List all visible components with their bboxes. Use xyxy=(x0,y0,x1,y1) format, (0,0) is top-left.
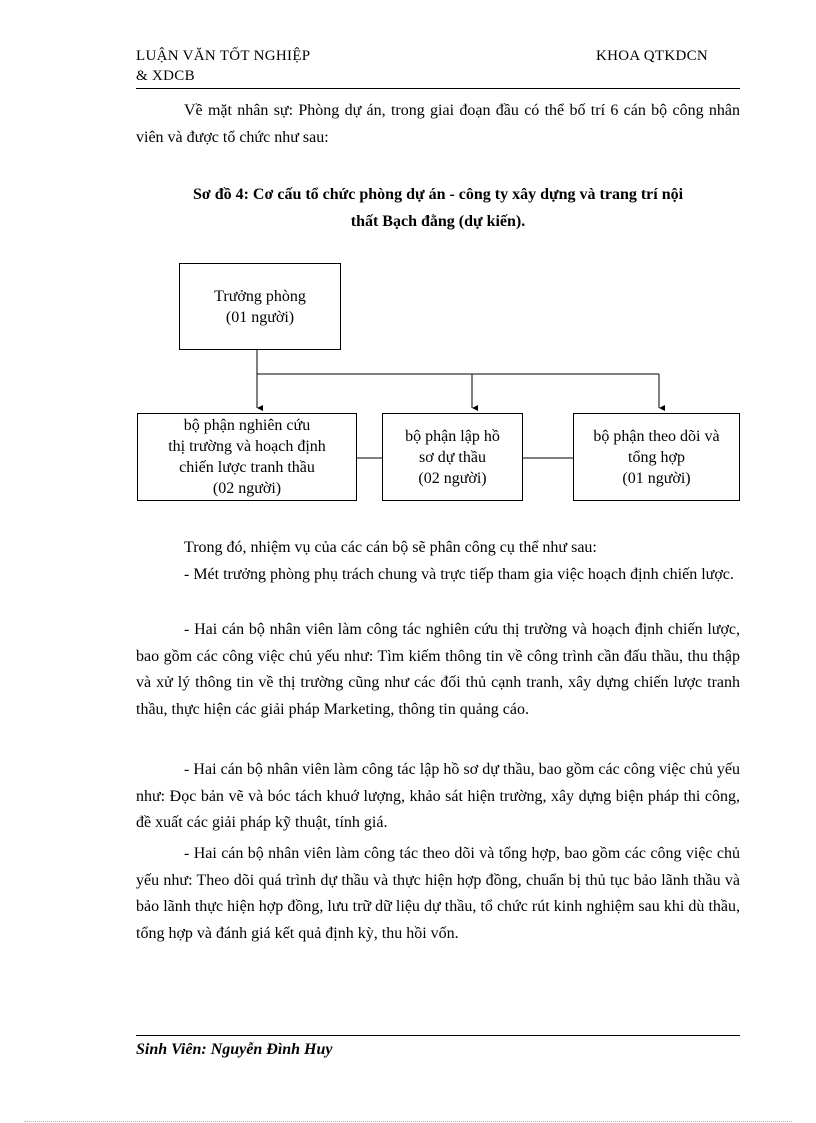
body-paragraph-head-text: - Mét trưởng phòng phụ trách chung và trực tiếp tham gia việc hoạch định chiến lược. xyxy=(184,566,734,583)
org-box-market-line3: chiến lược tranh thầu xyxy=(179,459,315,476)
body-paragraph-bidding xyxy=(136,757,740,837)
org-box-bid-count: (02 người) xyxy=(418,469,487,487)
org-box-head-count: (01 người) xyxy=(225,308,295,326)
body-paragraph-monitoring-text: - Hai cán bộ nhân viên làm công tác theo dõi và tổng hợp, bao gồm các công việc chủ yếu như: Theo dõi quá trình dự thầu và thực hiện hợp đồng, chuẩn bị thủ tục bảo lãnh thầu và bảo lãnh thực hiện hợp đồng, lưu trữ dữ liệu dự thầu, tổ chức rút kinh nghiệm sau khi dù thầu, tổng hợp và đánh giá kết quả định kỳ, thu hồi vốn. xyxy=(136,845,740,942)
body-paragraph-head xyxy=(136,562,740,589)
header-faculty: KHOA QTKDCN xyxy=(596,48,709,64)
footer-rule xyxy=(136,1035,740,1036)
org-box-monitoring-count: (01 người) xyxy=(622,469,691,487)
header-department-label: & XDCB xyxy=(136,68,195,84)
page-bottom-divider xyxy=(24,1121,792,1122)
body-paragraph-bidding-text: - Hai cán bộ nhân viên làm công tác lập hồ sơ dự thầu, bao gồm các công việc chủ yếu như: Đọc bản vẽ và bóc tách khuớ lượng, khảo sát hiện trường, xây dựng biện pháp thi công, đề xuất các giải pháp kỹ thuật, tính giá. xyxy=(136,761,740,831)
diagram-title xyxy=(136,181,740,235)
body-paragraph-research xyxy=(136,617,740,723)
org-box-bid-line1: bộ phận lập hồ xyxy=(405,427,500,445)
org-box-market-count: (02 người) xyxy=(212,480,282,497)
org-box-head-of-department xyxy=(179,263,341,350)
footer-student-name: Sinh Viên: Nguyễn Đình Huy xyxy=(136,1041,333,1058)
body-paragraph-monitoring xyxy=(136,841,740,947)
header-left xyxy=(136,46,310,86)
diagram-title-line2: thất Bạch đằng (dự kiến). xyxy=(350,213,526,230)
org-box-monitoring-line2: tổng hợp xyxy=(628,448,685,466)
body-paragraph-intro xyxy=(136,535,740,562)
org-box-bid-line2: sơ dự thầu xyxy=(419,448,486,466)
org-box-head-title: Trưởng phòng xyxy=(214,287,306,305)
org-box-monitoring xyxy=(573,413,740,501)
body-paragraph-research-text: - Hai cán bộ nhân viên làm công tác nghiên cứu thị trường và hoạch định chiến lược, bao gồm các công việc chủ yếu như: Tìm kiếm thông tin về công trình cần đấu thầu, thu thập và xử lý thông tin về thị trường cũng như các đối thủ cạnh tranh, xây dựng chiến lược tranh thầu, thực hiện các giải pháp Marketing, thông tin quảng cáo. xyxy=(136,621,740,718)
header-thesis-label: LUẬN VĂN TỐT NGHIỆP xyxy=(136,48,311,64)
org-box-market-line2: thị trường và hoạch định xyxy=(168,438,326,455)
org-box-monitoring-line1: bộ phận theo dõi và xyxy=(593,427,720,445)
org-box-market-line1: bộ phận nghiên cứu xyxy=(183,417,311,434)
org-box-bid-preparation xyxy=(382,413,523,501)
org-box-market-research xyxy=(137,413,357,501)
intro-paragraph xyxy=(136,98,740,151)
header-rule xyxy=(136,88,740,89)
body-paragraph-intro-text: Trong đó, nhiệm vụ của các cán bộ sẽ phân công cụ thể như sau: xyxy=(184,539,597,556)
diagram-title-line1: Sơ đồ 4: Cơ cấu tổ chức phòng dự án - công ty xây dựng và trang trí nội xyxy=(192,186,684,203)
intro-text: Về mặt nhân sự: Phòng dự án, trong giai đoạn đầu có thể bố trí 6 cán bộ công nhân viên và được tổ chức như sau: xyxy=(136,102,740,146)
